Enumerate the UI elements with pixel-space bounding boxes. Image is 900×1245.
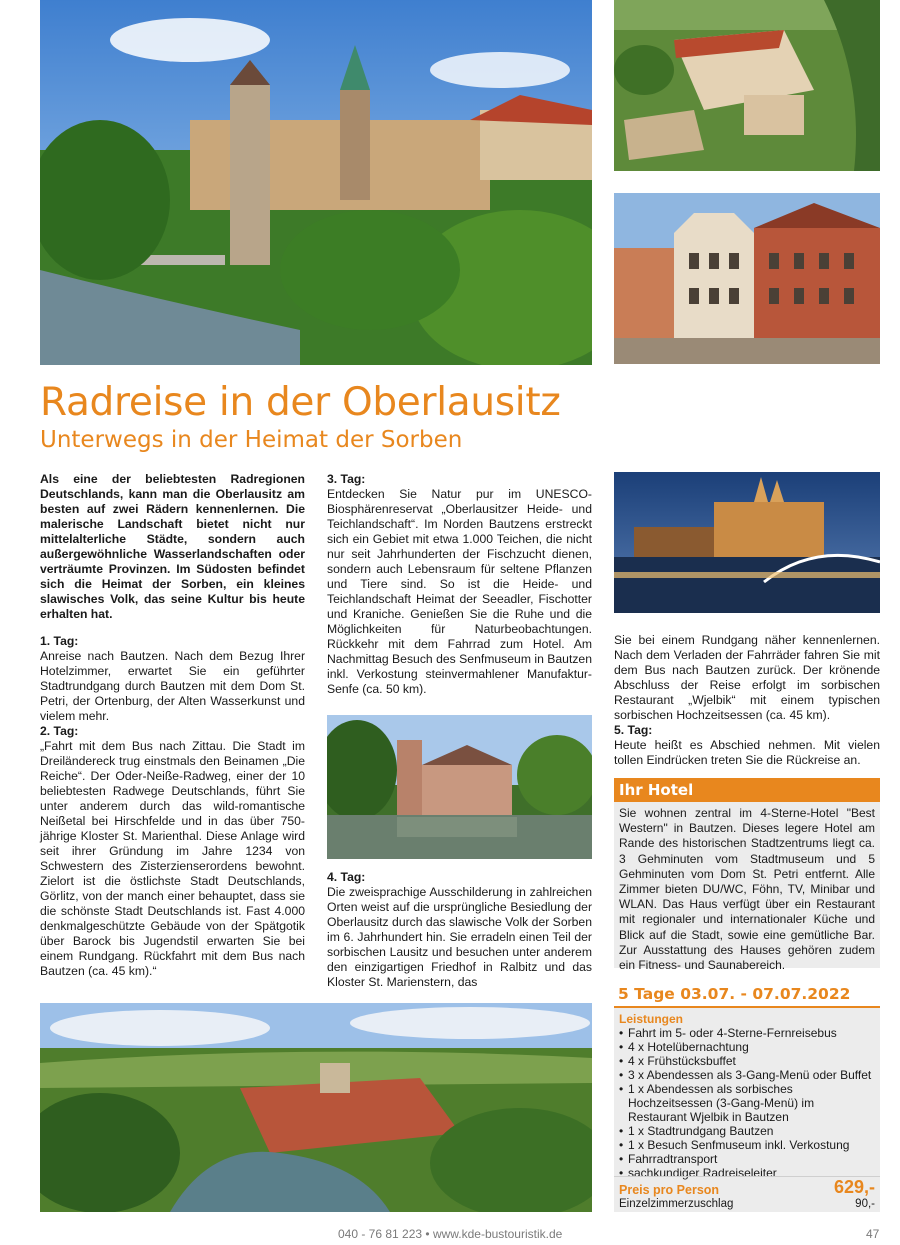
day-3-label: 3. Tag: — [327, 472, 366, 486]
photo-castle-lake — [327, 715, 592, 859]
leistung-item: • Fahrradtransport — [619, 1152, 876, 1166]
day-2-label: 2. Tag: — [40, 724, 79, 738]
single-room-price: 90,- — [855, 1198, 875, 1210]
leistung-item: • Fahrt im 5- oder 4-Sterne-Fernreisebus — [619, 1026, 876, 1040]
leistung-item: • 1 x Stadtrundgang Bautzen — [619, 1124, 876, 1138]
leistung-item: • 1 x Besuch Senfmuseum inkl. Verkostung — [619, 1138, 876, 1152]
trip-dates: 5 Tage 03.07. - 07.07.2022 — [614, 982, 880, 1006]
day-4-label: 4. Tag: — [327, 870, 366, 884]
day-1-text: Anreise nach Bautzen. Nach dem Bezug Ihrer Hotelzimmer, erwartet Sie ein geführter Stadtrundgang durch Bautzen mit dem Dom St. Petri, der Ortenburg, der Alten Wasserkunst und vielem mehr. — [40, 649, 305, 723]
column-1 — [40, 472, 305, 979]
hotel-box — [614, 778, 880, 973]
day-2-text: „Fahrt mit dem Bus nach Zittau. Die Stadt im Dreiländereck trug einstmals den Beinamen „Die Reiche“. Der Oder-Neiße-Radweg, einer der 10 beliebtesten Radwege Deutschlands, führt Sie unter anderem durch das wild-romantische Neißetal bei Hirschfelde und in das über 750-jährige Kloster St. Marienthal. Diese Anlage wird seit ihrer Gründung im Jahre 1234 von Schwestern des Zisterzienserordens bewohnt. Zielort ist die östlichste Stadt Deutschlands, Görlitz, von der manch einer behauptet, dass sie die schönste Stadt Deutschlands ist. Fast 4.000 denkmalgeschützte Gebäude von der Spätgotik über Barock bis Jugendstil erwarten Sie bei einem Rundgang. Rückfahrt mit dem Bus nach Bautzen (ca. 45 km).“ — [40, 739, 305, 978]
page-title: Radreise in der Oberlausitz — [40, 380, 561, 425]
hotel-heading: Ihr Hotel — [614, 778, 880, 802]
photo-goerlitz-houses — [614, 193, 880, 364]
price-label: Preis pro Person — [619, 1183, 720, 1197]
price-value: 629,- — [833, 1177, 875, 1197]
column-2-bottom — [327, 870, 592, 990]
day-3-text: Entdecken Sie Natur pur im UNESCO-Biosphärenreservat „Oberlausitzer Heide- und Teichlandschaft“. Im Norden Bautzens erstreckt sich ein Gebiet mit etwa 1.000 Teichen, die nicht nur seit Jahrhunderten der Fischzucht dienen, sondern auch Lebensraum für seltene Pflanzen und Tiere sind. So ist die Heide- und Teichlandschaft Heimat der Seeadler, Fischotter und Kraniche. Genießen Sie die Ruhe und die Möglichkeiten für Naturbeobachtungen. Rückkehr mit dem Fahrrad zum Hotel. Am Nachmittag Besuch des Senfmuseum in Bautzen inkl. Verkostung steinvermahlener Manufaktur-Senfe (ca. 50 km). — [327, 487, 592, 696]
leistung-item: • 4 x Hotelübernachtung — [619, 1040, 876, 1054]
leistung-item: • 4 x Frühstücksbuffet — [619, 1054, 876, 1068]
footer-contact: 040 - 76 81 223 • www.kde-bustouristik.de — [338, 1227, 563, 1241]
column-3 — [614, 633, 880, 768]
leistung-item: • sachkundiger Radreiseleiter — [619, 1166, 876, 1180]
photo-monastery-aerial — [614, 0, 880, 171]
day-4-continued: Sie bei einem Rundgang näher kennenlernen. Nach dem Verladen der Fahrräder fahren Sie mit dem Bus nach Bautzen zurück. Der krönende Abschluss der Reise erfolgt im sorbischen Restaurant „Wjelbik“ mit einem typischen sorbischen Hochzeitsessen (ca. 45 km). — [614, 633, 880, 722]
single-room-label: Einzelzimmerzuschlag — [619, 1198, 734, 1210]
day-4-text: Die zweisprachige Ausschilderung in zahlreichen Orten weist auf die ursprüngliche Besiedlung der Oberlausitz durch das slawische Volk der Sorben im 6. Jahrhundert hin. Sie erradeln einen Teil der sorbischen Lausitz und besuchen unter anderem den einzigartigen Friedhof in Ralbitz und das Kloster St. Marienstern, das — [327, 885, 592, 989]
trip-info-box — [614, 982, 880, 1212]
page-number: 47 — [866, 1227, 880, 1241]
hotel-text: Sie wohnen zentral im 4-Sterne-Hotel "Best Western" in Bautzen. Dieses legere Hotel am Rande des historischen Stadtzentrums liegt ca. 3 Gehminuten vom Stadtmuseum und 5 Gehminuten vom Dom St. Petri entfernt. Alle Zimmer bieten DU/WC, Föhn, TV, Minibar und WLAN. Das Haus verfügt über ein Restaurant mit regionaler und internationaler Küche und Blick auf die Stadt, sowie eine gemütliche Bar. Zur Ausstattung des Hauses gehören zudem ein Fitness- und Saunabereich. — [619, 806, 875, 973]
photo-panorama-bautzen — [40, 1003, 592, 1212]
photo-night-skyline — [614, 472, 880, 613]
photo-bautzen-old-town — [40, 0, 592, 365]
day-5-text: Heute heißt es Abschied nehmen. Mit vielen tollen Eindrücken treten Sie die Rückreise an. — [614, 738, 880, 767]
day-1-label: 1. Tag: — [40, 634, 79, 648]
intro-text: Als eine der beliebtesten Radregionen Deutschlands, kann man die Oberlausitz am besten auf zwei Rädern kennenlernen. Die malerische Landschaft bietet nicht nur mittelalterliche Städte, sondern auch außergewöhnliche Wasserlandschaften oder verträumte Provinzen. Im Südosten befindet sich die Heimat der Sorben, ein kleines slawisches Volk, das seine Kultur bis heute erhalten hat. — [40, 472, 305, 621]
column-2-top — [327, 472, 592, 697]
day-5-label: 5. Tag: — [614, 723, 653, 737]
leistungen-list — [614, 1026, 880, 1180]
leistung-item: • 1 x Abendessen als sorbisches Hochzeitsessen (3-Gang-Menü) im Restaurant Wjelbik in Bautzen — [619, 1082, 876, 1124]
price-row — [614, 1176, 880, 1197]
leistung-item: • 3 x Abendessen als 3-Gang-Menü oder Buffet — [619, 1068, 876, 1082]
leistungen-label: Leistungen — [619, 1012, 684, 1026]
page-subtitle: Unterwegs in der Heimat der Sorben — [40, 427, 463, 453]
